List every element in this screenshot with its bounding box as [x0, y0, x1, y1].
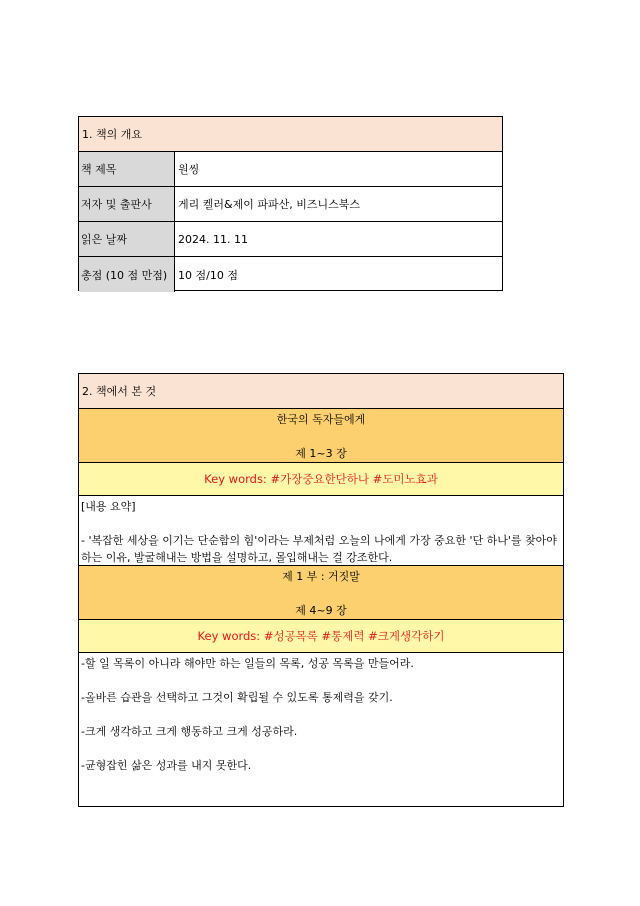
notes-title: 2. 책에서 본 것	[82, 385, 157, 398]
overview-row-author	[79, 187, 502, 222]
notes-header	[79, 374, 563, 409]
row-label: 총점 (10 점 만점)	[79, 257, 175, 292]
book-overview-table	[78, 116, 503, 291]
block1-heading-cell	[79, 409, 563, 463]
block2-points-cell	[79, 653, 563, 774]
row-value: 10 점/10 점	[178, 268, 238, 282]
row-label: 저자 및 출판사	[79, 187, 175, 221]
block2-keywords: Key words: #성공목록 #통제력 #크게생각하기	[197, 629, 445, 643]
block1-chapter: 제 1~3 장	[295, 447, 347, 460]
block2-keywords-cell	[79, 620, 563, 653]
block1-heading: 한국의 독자들에게	[276, 413, 366, 426]
book-notes-table	[78, 373, 564, 807]
point-item: -할 일 목록이 아니라 해야만 하는 일들의 목록, 성공 목록을 만들어라.	[81, 657, 414, 670]
point-item: -균형잡힌 삶은 성과를 내지 못한다.	[81, 759, 252, 772]
point-item: -올바른 습관을 선택하고 그것이 확립될 수 있도록 통제력을 갖기.	[81, 691, 393, 704]
overview-title: 1. 책의 개요	[82, 128, 142, 141]
overview-header	[79, 117, 502, 152]
row-value: 원씽	[178, 163, 200, 176]
row-value: 2024. 11. 11	[178, 232, 248, 246]
overview-row-score	[79, 257, 502, 292]
row-value: 게리 켈러&제이 파파산, 비즈니스북스	[178, 198, 360, 211]
block2-chapter: 제 4~9 장	[295, 604, 347, 617]
overview-row-date	[79, 222, 502, 257]
summary-text: - '복잡한 세상을 이기는 단순함의 힘'이라는 부제처럼 오늘의 나에게 가장 중요한 '단 하나'를 찾아야 하는 이유, 발굴해내는 방법을 설명하고, 몰입해내는 걸 강조한다.	[81, 534, 557, 564]
block2-heading-cell	[79, 566, 563, 620]
row-label: 책 제목	[79, 152, 175, 186]
block1-keywords-cell	[79, 463, 563, 496]
point-item: -크게 생각하고 크게 행동하고 크게 성공하라.	[81, 725, 298, 738]
row-label: 읽은 날짜	[79, 222, 175, 256]
overview-row-title	[79, 152, 502, 187]
summary-label: [내용 요약]	[81, 500, 136, 513]
block1-keywords: Key words: #가장중요한단하나 #도미노효과	[204, 472, 438, 486]
spacer	[79, 428, 563, 445]
block1-summary-cell	[79, 496, 563, 566]
spacer	[81, 515, 561, 532]
spacer	[79, 585, 563, 602]
block2-heading: 제 1 부 : 거짓말	[282, 570, 360, 583]
